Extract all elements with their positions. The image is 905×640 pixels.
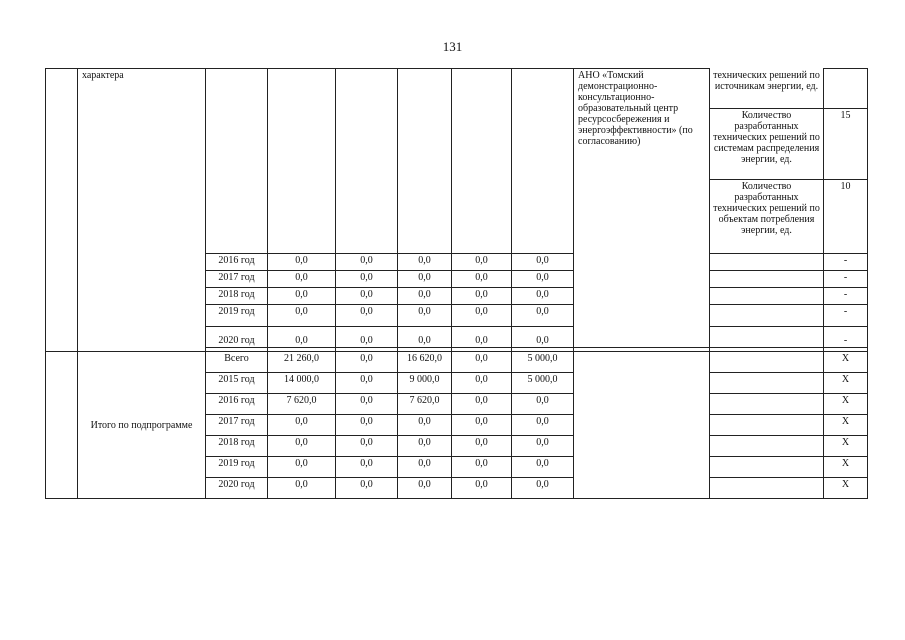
- value-cell: 0,0: [452, 478, 512, 499]
- value-cell: 0,0: [336, 288, 398, 305]
- indicator-value: 15: [824, 109, 868, 180]
- value-cell: 0,0: [398, 271, 452, 288]
- executor-text: АНО «Томский демонстрационно-консультационно-образовательный центр ресурсосбережения и энергоэффективности» (по согласованию): [578, 70, 693, 147]
- indicator-value: 10: [824, 180, 868, 254]
- value-cell: 0,0: [336, 271, 398, 288]
- indicator-empty-cell: [710, 271, 824, 288]
- year-cell: 2016 год: [206, 394, 268, 415]
- value-cell: 0,0: [512, 271, 574, 288]
- value-cell: 0,0: [268, 288, 336, 305]
- total-label: Итого по подпрограмме: [90, 419, 193, 431]
- year-cell: 2019 год: [206, 457, 268, 478]
- indicator-empty-cell: [710, 254, 824, 271]
- value-cell: 0,0: [398, 436, 452, 457]
- indicator-empty-cell: [710, 373, 824, 394]
- page-number: 131: [442, 39, 463, 54]
- value-cell: 0,0: [512, 305, 574, 327]
- year-cell: Всего: [206, 352, 268, 373]
- funding-other-cell: [512, 69, 574, 254]
- value-cell: 0,0: [452, 305, 512, 327]
- year-cell: 2019 год: [206, 305, 268, 327]
- total-number-cell: [46, 352, 78, 499]
- period-cell: [206, 69, 268, 254]
- indicator-value: X: [824, 457, 868, 478]
- indicator-value: -: [824, 288, 868, 305]
- value-cell: 0,0: [268, 457, 336, 478]
- value-cell: 0,0: [398, 457, 452, 478]
- value-cell: 0,0: [452, 394, 512, 415]
- value-cell: 0,0: [512, 254, 574, 271]
- indicator-empty-cell: [710, 457, 824, 478]
- value-cell: 0,0: [336, 254, 398, 271]
- value-cell: 0,0: [512, 288, 574, 305]
- executor-cell: [574, 69, 710, 348]
- value-cell: 0,0: [512, 394, 574, 415]
- value-cell: 21 260,0: [268, 352, 336, 373]
- value-cell: 0,0: [336, 394, 398, 415]
- value-cell: 0,0: [398, 415, 452, 436]
- value-cell: 0,0: [452, 415, 512, 436]
- value-cell: 0,0: [512, 436, 574, 457]
- indicator-value: X: [824, 373, 868, 394]
- value-cell: 0,0: [268, 305, 336, 327]
- value-cell: 0,0: [336, 478, 398, 499]
- value-cell: 9 000,0: [398, 373, 452, 394]
- indicator-value: X: [824, 394, 868, 415]
- row-number-cell: [46, 69, 78, 352]
- value-cell: 0,0: [512, 415, 574, 436]
- indicator-empty-cell: [710, 352, 824, 373]
- value-cell: 0,0: [452, 288, 512, 305]
- year-cell: 2020 год: [206, 478, 268, 499]
- value-cell: 0,0: [512, 478, 574, 499]
- value-cell: 0,0: [398, 254, 452, 271]
- value-cell: 0,0: [452, 327, 512, 348]
- indicator-name: технических решений по источникам энергии, ед.: [710, 69, 824, 109]
- indicator-value: -: [824, 271, 868, 288]
- value-cell: 0,0: [512, 327, 574, 348]
- year-cell: 2018 год: [206, 288, 268, 305]
- indicator-value: -: [824, 327, 868, 348]
- value-cell: 0,0: [336, 457, 398, 478]
- value-cell: 0,0: [336, 373, 398, 394]
- indicator-value: -: [824, 305, 868, 327]
- value-cell: 5 000,0: [512, 373, 574, 394]
- indicator-empty-cell: [710, 305, 824, 327]
- value-cell: 0,0: [336, 305, 398, 327]
- activity-name: характера: [82, 70, 124, 81]
- funding-federal-cell: [336, 69, 398, 254]
- indicator-empty-cell: [710, 394, 824, 415]
- indicator-empty-cell: [710, 436, 824, 457]
- indicator-name: Количество разработанных технических решений по системам распределения энергии, ед.: [710, 109, 824, 180]
- value-cell: 0,0: [452, 457, 512, 478]
- value-cell: 0,0: [452, 373, 512, 394]
- value-cell: 0,0: [268, 327, 336, 348]
- indicator-value: -: [824, 254, 868, 271]
- indicator-name: Количество разработанных технических решений по объектам потребления энергии, ед.: [710, 180, 824, 254]
- year-cell: 2017 год: [206, 271, 268, 288]
- funding-total-cell: [268, 69, 336, 254]
- value-cell: 0,0: [398, 288, 452, 305]
- value-cell: 5 000,0: [512, 352, 574, 373]
- year-cell: 2017 год: [206, 415, 268, 436]
- value-cell: 0,0: [452, 271, 512, 288]
- value-cell: 0,0: [336, 327, 398, 348]
- value-cell: 0,0: [398, 327, 452, 348]
- year-cell: 2018 год: [206, 436, 268, 457]
- value-cell: 0,0: [452, 436, 512, 457]
- total-label-cell: [78, 352, 206, 499]
- indicator-value: X: [824, 478, 868, 499]
- funding-regional-cell: [398, 69, 452, 254]
- value-cell: 0,0: [268, 254, 336, 271]
- table-row: [46, 352, 868, 373]
- indicator-empty-cell: [710, 415, 824, 436]
- value-cell: 0,0: [452, 254, 512, 271]
- value-cell: 0,0: [336, 352, 398, 373]
- indicator-empty-cell: [710, 288, 824, 305]
- value-cell: 14 000,0: [268, 373, 336, 394]
- activity-name-cell: [78, 69, 206, 352]
- indicator-value: X: [824, 436, 868, 457]
- value-cell: 0,0: [268, 436, 336, 457]
- year-cell: 2016 год: [206, 254, 268, 271]
- indicator-value: [824, 69, 868, 109]
- budget-table: [45, 68, 868, 499]
- total-executor-cell: [574, 352, 710, 499]
- value-cell: 0,0: [268, 478, 336, 499]
- year-cell: 2020 год: [206, 327, 268, 348]
- value-cell: 7 620,0: [398, 394, 452, 415]
- value-cell: 0,0: [268, 415, 336, 436]
- value-cell: 0,0: [512, 457, 574, 478]
- value-cell: 0,0: [336, 436, 398, 457]
- indicator-value: X: [824, 415, 868, 436]
- value-cell: 0,0: [452, 352, 512, 373]
- value-cell: 0,0: [268, 271, 336, 288]
- indicator-value: X: [824, 352, 868, 373]
- indicator-empty-cell: [710, 478, 824, 499]
- value-cell: 0,0: [398, 478, 452, 499]
- value-cell: 16 620,0: [398, 352, 452, 373]
- value-cell: 0,0: [336, 415, 398, 436]
- funding-local-cell: [452, 69, 512, 254]
- value-cell: 0,0: [398, 305, 452, 327]
- year-cell: 2015 год: [206, 373, 268, 394]
- value-cell: 7 620,0: [268, 394, 336, 415]
- indicator-empty-cell: [710, 327, 824, 348]
